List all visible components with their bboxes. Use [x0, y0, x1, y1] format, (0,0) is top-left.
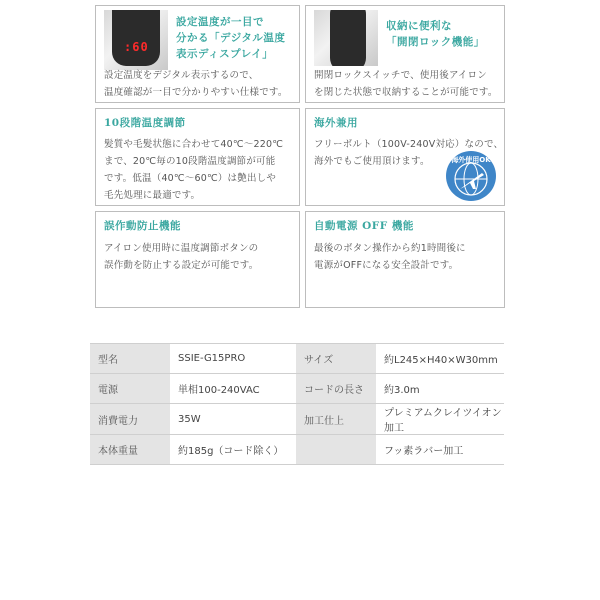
product-photo-lock	[314, 10, 378, 66]
feature-description: アイロン使用時に温度調節ボタンの 誤作動を防止する設定が可能です。	[104, 243, 259, 271]
table-row: 本体重量 約185g（コード除く） フッ素ラバー加工	[90, 435, 504, 465]
feature-title: 10段階温度調節	[104, 117, 186, 129]
feature-description: 設定温度をデジタル表示するので、 温度確認が一目で分かりやすい仕様です。	[104, 70, 288, 98]
feature-description: 開閉ロックスイッチで、使用後アイロン を閉じた状態で収納することが可能です。	[314, 70, 498, 98]
spec-table	[90, 343, 504, 465]
feature-title: 海外兼用	[314, 117, 358, 129]
feature-card-lock	[305, 5, 505, 103]
table-row: 消費電力 35W 加工仕上 プレミアムクレイツイオン加工	[90, 404, 504, 435]
overseas-ok-stamp: 海外使用OK	[446, 151, 496, 201]
feature-description: 髪質や毛髪状態に合わせて40℃～220℃ まで、20℃毎の10段階温度調節が可能 です。低温（40℃～60℃）は艶出しや 毛先処理に最適です。	[104, 139, 284, 201]
table-row: 電源 単相100-240VAC コードの長さ 約3.0m	[90, 374, 504, 404]
feature-description: 最後のボタン操作から約1時間後に 電源がOFFになる安全設計です。	[314, 243, 466, 271]
temperature-readout: :60	[124, 40, 149, 54]
feature-title: 収納に便利な 「開閉ロック機能」	[386, 20, 485, 48]
feature-title: 設定温度が一目で 分かる「デジタル温度 表示ディスプレイ」	[176, 16, 286, 60]
feature-card-temperature-levels	[95, 108, 300, 206]
product-photo-display	[104, 10, 168, 70]
feature-card-misoperation	[95, 211, 300, 308]
feature-card-auto-off	[305, 211, 505, 308]
feature-card-digital-display	[95, 5, 300, 103]
feature-card-overseas	[305, 108, 505, 206]
feature-title: 誤作動防止機能	[104, 220, 181, 232]
table-row: 型名 SSIE-G15PRO サイズ 約L245×H40×W30mm	[90, 344, 504, 374]
feature-description: フリーボルト（100V-240V対応）なので、 海外でもご使用頂けます。	[314, 139, 504, 167]
feature-title: 自動電源 OFF 機能	[314, 220, 414, 232]
